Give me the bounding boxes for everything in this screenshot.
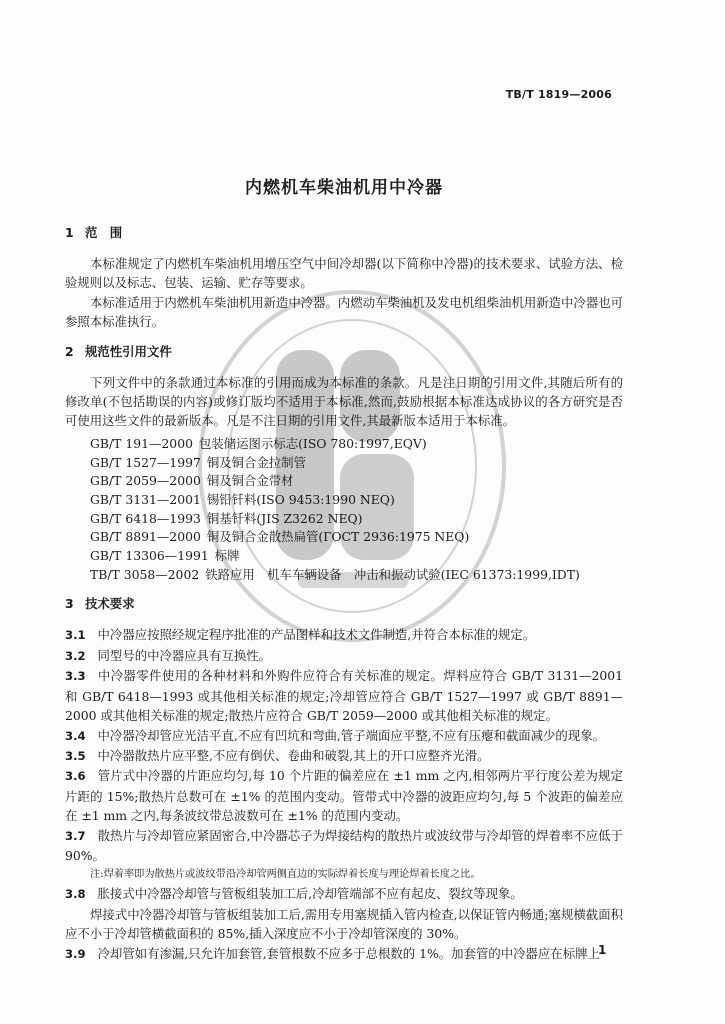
reference-code: GB/T 2059—2000 [90, 473, 201, 489]
reference-name: 锡铅钎料(ISO 9453:1990 NEQ) [206, 491, 395, 507]
section-number: 2 [65, 343, 74, 359]
reference-code: GB/T 3131—2001 [90, 491, 201, 507]
reference-name: 铁路应用 机车车辆设备 冲击和振动试验(IEC 61373:1999,IDT) [205, 566, 580, 582]
clause-note: 注:焊着率即为散热片或波纹带沿冷却管两侧直边的实际焊着长度与理论焊着长度之比。 [90, 869, 481, 881]
clause-number: 3.2 [65, 648, 86, 663]
clause-number: 3.6 [65, 769, 86, 784]
clause-3-4 [65, 726, 623, 746]
clause-3-7 [65, 826, 623, 866]
clause-text: 冷却管如有渗漏,只允许加套管,套管根数不应多于总根数的 1%。加套管的中冷器应在标牌上 [97, 945, 600, 961]
clause-text: 胀接式中冷器冷却管与管板组装加工后,冷却管端部不应有起皮、裂纹等现象。 [97, 886, 523, 902]
reference-code: GB/T 1527—1997 [90, 454, 201, 470]
reference-code: GB/T 8891—2000 [90, 529, 201, 545]
clause-text: 中冷器零件使用的各种材料和外购件应符合有关标准的规定。焊料应符合 GB/T 3131—2001 和 GB/T 6418—1993 或其他相关标准的规定;冷却管应符合 GB/T 1527—1997 或 GB/T 8891—2000 或其他相关标准的规定;散热片应符合 GB/T 2059—2000 或其他相关标准的规定。 [65, 668, 623, 724]
clause-number: 3.3 [65, 669, 86, 684]
section-title: 范 围 [85, 225, 123, 240]
section-number: 1 [65, 225, 74, 240]
reference-name: 包装储运图示标志(ISO 780:1997,EQV) [198, 435, 427, 451]
document-body [65, 176, 623, 964]
references-intro: 下列文件中的条款通过本标准的引用而成为本标准的条款。凡是注日期的引用文件,其随后所有的修改单(不包括勘误的内容)或修订版均不适用于本标准,然而,鼓励根据本标准达成协议的各方研究是否可使用这些文件的最新版本。凡是不注日期的引用文件,其最新版本适用于本标准。 [65, 374, 623, 429]
section-number: 3 [65, 596, 74, 612]
section-title: 技术要求 [85, 596, 135, 612]
clause-3-3 [65, 666, 623, 725]
reference-item [90, 528, 623, 547]
reference-item [90, 472, 623, 491]
section-heading-scope [65, 224, 623, 242]
clause-text: 散热片与冷却管应紧固密合,中冷器芯子为焊接结构的散热片或波纹带与冷却管的焊着率不应低于 90%。 [65, 827, 623, 863]
reference-item [90, 566, 623, 585]
clause-text: 同型号的中冷器应具有互换性。 [97, 647, 272, 663]
scope-paragraph: 本标准规定了内燃机车柴油机用增压空气中间冷却器(以下简称中冷器)的技术要求、试验方法、检验规则以及标志、包装、运输、贮存等要求。 [65, 256, 623, 291]
clause-3-2 [65, 646, 623, 666]
reference-item [90, 435, 623, 454]
section-title: 规范性引用文件 [85, 343, 172, 359]
clause-3-6 [65, 766, 623, 825]
clause-text: 管片式中冷器的片距应均匀,每 10 个片距的偏差应在 ±1 mm 之内,相邻两片平行度公差为规定片距的 15%;散热片总数可在 ±1% 的范围内变动。管带式中冷器的波距应均匀,每 5 个波距的偏差应在 ±1 mm 之内,每条波纹带总波数可在 ±1% 的范围内变动。 [65, 768, 623, 824]
clause-text: 中冷器冷却管应光洁平直,不应有凹坑和弯曲,管子端面应平整,不应有压瘪和截面减少的现象。 [97, 727, 605, 743]
reference-code: TB/T 3058—2002 [90, 566, 200, 582]
clause-number: 3.7 [65, 828, 86, 843]
reference-name: 铜及铜合金散热扁管(ГОСТ 2936:1975 NEQ) [206, 529, 470, 545]
clause-number: 3.4 [65, 728, 86, 743]
reference-code: GB/T 6418—1993 [90, 510, 201, 526]
scope-paragraph: 本标准适用于内燃机车柴油机用新造中冷器。内燃动车柴油机及发电机组柴油机用新造中冷器也可参照本标准执行。 [65, 294, 623, 330]
clause-3-9 [65, 944, 623, 964]
page-number: 1 [598, 943, 607, 957]
reference-code: GB/T 13306—1991 [90, 548, 209, 564]
reference-list [65, 435, 623, 585]
clause-text: 中冷器散热片应平整,不应有倒伏、卷曲和破裂,其上的开口应整齐光滑。 [97, 747, 490, 763]
reference-name: 铜及铜合金拉制管 [206, 454, 306, 470]
clause-3-1 [65, 625, 623, 645]
reference-item [90, 491, 623, 510]
reference-item [90, 547, 623, 566]
clause-3-5 [65, 746, 623, 766]
document-title: 内燃机车柴油机用中冷器 [245, 178, 443, 198]
clause-number: 3.9 [65, 946, 86, 961]
section-heading-technical-requirements [65, 595, 623, 613]
clause-number: 3.5 [65, 748, 86, 763]
clause-number: 3.8 [65, 887, 86, 902]
section-heading-normative-references [65, 343, 623, 361]
reference-item [90, 454, 623, 473]
reference-name: 铜及铜合金带材 [206, 473, 294, 489]
reference-item [90, 510, 623, 529]
reference-name: 标牌 [214, 548, 240, 564]
clause-text: 中冷器应按照经规定程序批准的产品图样和技术文件制造,并符合本标准的规定。 [97, 627, 536, 643]
clause-number: 3.1 [65, 628, 86, 643]
reference-code: GB/T 191—2000 [90, 435, 193, 451]
reference-name: 铜基钎料(JIS Z3262 NEQ) [206, 510, 363, 526]
clause-continuation: 焊接式中冷器冷却管与管板组装加工后,需用专用塞规插入管内检查,以保证管内畅通;塞规横截面积应不小于冷却管横截面积的 85%,插入深度应不小于冷却管深度的 30%。 [65, 906, 623, 942]
clause-3-8 [65, 884, 623, 904]
standard-code-header: TB/T 1819—2006 [505, 88, 612, 101]
